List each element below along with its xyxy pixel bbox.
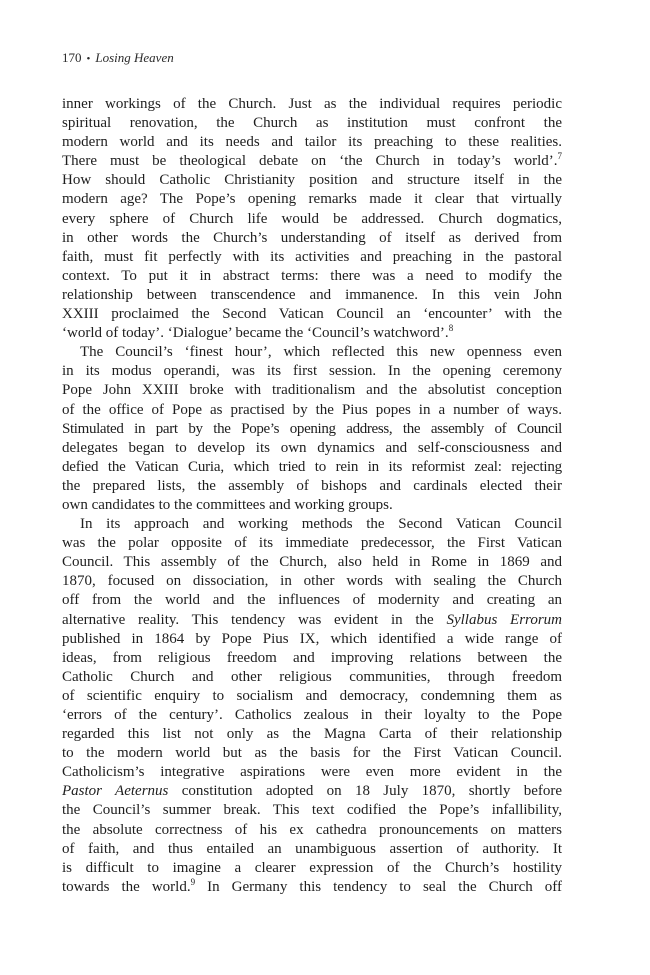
page-number: 170	[62, 50, 82, 65]
text-segment: There must be theological debate on ‘the Church in today’s world’.	[62, 153, 558, 170]
text-line: of faith, and thus entailed an unambiguous assertion of authority. It	[62, 840, 562, 857]
text-line: the prepared lists, the assembly of bishops and cardinals elected their	[62, 477, 562, 494]
text-line: Catholic Church and other religious communities, through freedom	[62, 668, 562, 685]
text-line: regarded this list not only as the Magna Carta of their relationship	[62, 726, 562, 743]
footnote-marker: 9	[190, 876, 196, 887]
text-line: relationship between transcendence and immanence. In this vein John	[62, 286, 562, 303]
text-line: off from the world and the influences of modernity and creating an	[62, 592, 562, 609]
text-line: in its modus operandi, was its first session. In the opening ceremony	[62, 363, 562, 380]
text-line: modern age? The Pope’s opening remarks made it clear that virtually	[62, 191, 562, 208]
text-line: 1870, focused on dissociation, in other words with sealing the Church	[62, 573, 562, 590]
text-line: Pope John XXIII broke with traditionalism and the absolutist conception	[62, 382, 562, 399]
text-line: is difficult to imagine a clearer expression of the Church’s hostility	[62, 859, 562, 876]
text-line: the absolute correctness of his ex cathedra pronouncements on matters	[62, 821, 562, 838]
text-line: defied the Vatican Curia, which tried to rein in its reformist zeal: rejecting	[62, 458, 562, 475]
text-line: ‘errors of the century’. Catholics zealous in their loyalty to the Pope	[62, 707, 562, 723]
text-line: Catholicism’s integrative aspirations were even more evident in the	[62, 764, 562, 781]
text-line: to the modern world but as the basis for the First Vatican Council.	[62, 745, 562, 762]
text-line: XXIII proclaimed the Second Vatican Council an ‘encounter’ with the	[62, 306, 562, 323]
text-line: Council. This assembly of the Church, also held in Rome in 1869 and	[62, 554, 562, 571]
text-segment: constitution adopted on 18 July 1870, shortly before	[168, 783, 563, 800]
text-segment: In Germany this tendency to seal the Church off	[195, 878, 563, 895]
text-line: modern world and its needs and tailor its preaching to these realities.	[62, 134, 562, 151]
text-line: context. To put it in abstract terms: there was a need to modify the	[62, 267, 562, 284]
text-line: ideas, from religious freedom and improving relations between the	[62, 649, 562, 666]
text-line: In its approach and working methods the Second Vatican Council	[80, 516, 562, 533]
footnote-marker: 7	[557, 151, 562, 162]
paragraph-3	[62, 515, 562, 897]
text-line: in other words the Church’s understanding of itself as derived from	[62, 229, 562, 246]
bullet-separator: •	[86, 53, 91, 65]
running-head	[62, 50, 174, 66]
text-line: spiritual renovation, the Church as institution must confront the	[62, 115, 562, 132]
text-segment: towards the world.	[62, 878, 191, 895]
text-line: Stimulated in part by the Pope’s opening address, the assembly of Council	[62, 420, 562, 437]
text-line	[62, 324, 562, 343]
text-line: delegates began to develop its own dynamics and self-consciousness and	[62, 439, 562, 456]
text-segment: alternative reality. This tendency was evident in the	[62, 611, 447, 628]
text-line: own candidates to the committees and working groups.	[62, 496, 393, 513]
italic-title: Pastor Aeternus	[62, 783, 169, 800]
text-line: was the polar opposite of its immediate predecessor, the First Vatican	[62, 535, 562, 552]
text-line: How should Catholic Christianity position and structure itself in the	[62, 172, 562, 189]
text-segment: ‘world of today’. ‘Dialogue’ became the ‘Council’s watchword’.	[62, 325, 449, 342]
italic-title: Syllabus Errorum	[446, 611, 562, 628]
book-title: Losing Heaven	[95, 50, 174, 65]
text-line	[62, 782, 562, 801]
text-line: of scientific enquiry to socialism and democracy, condemning them as	[62, 687, 562, 704]
text-line	[62, 878, 562, 897]
text-line: inner workings of the Church. Just as the individual requires periodic	[62, 96, 562, 112]
body-text	[62, 95, 562, 897]
text-line: faith, must fit perfectly with its activities and preaching in the pastoral	[62, 248, 562, 265]
text-line: of the office of Pope as practised by the Pius popes in a number of ways.	[62, 401, 562, 418]
text-line: every sphere of Church life would be addressed. Church dogmatics,	[62, 210, 562, 227]
text-line	[62, 611, 562, 630]
text-line: published in 1864 by Pope Pius IX, which identified a wide range of	[62, 630, 562, 647]
text-line: The Council’s ‘finest hour’, which reflected this new openness even	[80, 344, 562, 361]
paragraph-2	[62, 343, 562, 515]
text-line: the Council’s summer break. This text codified the Pope’s infallibility,	[62, 802, 562, 819]
text-line	[62, 152, 562, 171]
footnote-marker: 8	[448, 323, 454, 334]
paragraph-1	[62, 95, 562, 343]
